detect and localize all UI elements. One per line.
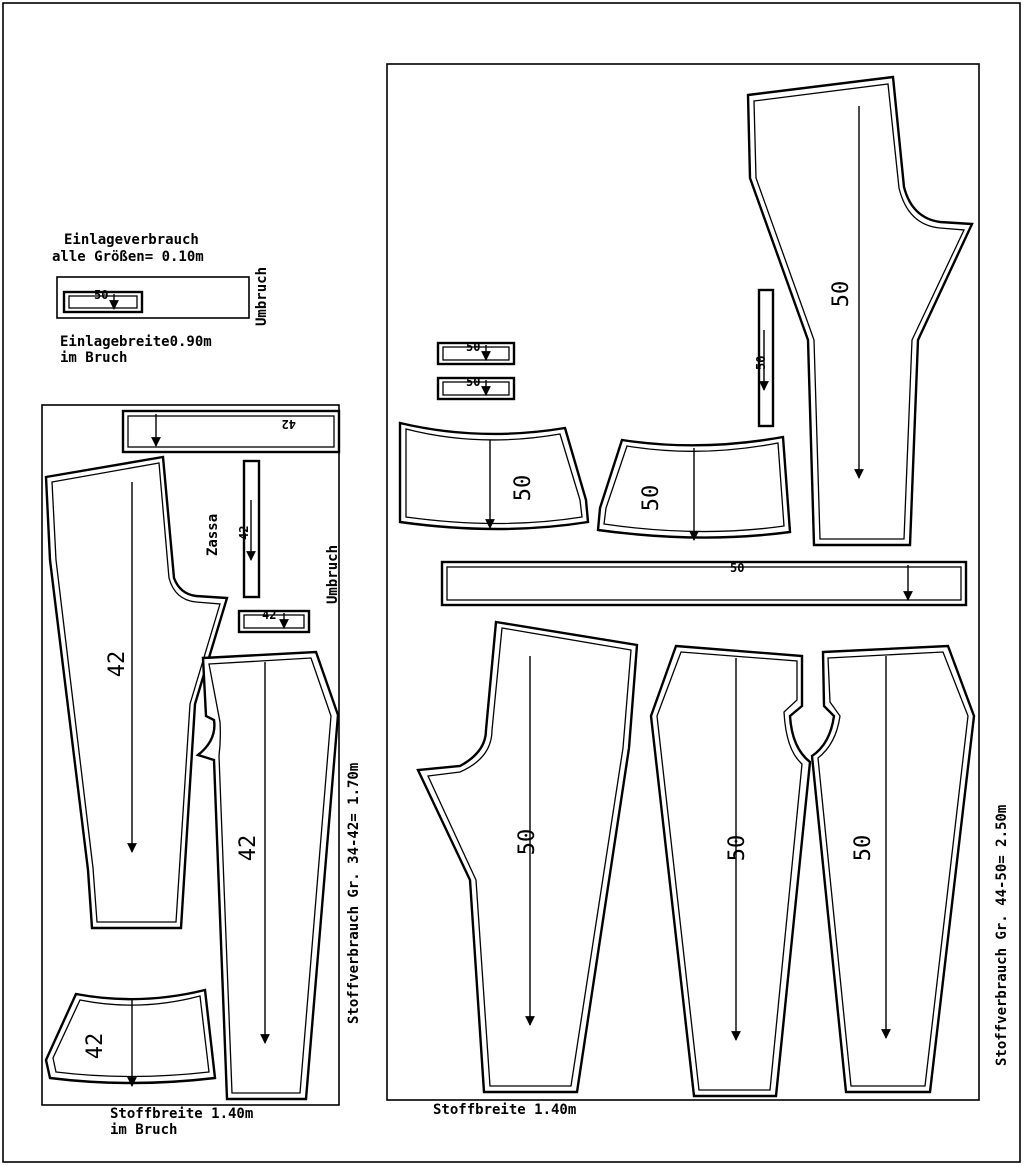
large-fabric-width: Stoffbreite 1.40m [433, 1102, 577, 1118]
front-leg-size-42: 42 [105, 650, 130, 678]
waistband-size-42: 42 [281, 417, 296, 431]
yoke-size-50-b: 50 [639, 484, 664, 512]
front-leg-bottom-50 [418, 622, 637, 1092]
yoke-size-50-a: 50 [511, 474, 536, 502]
small-consumption: Stoffverbrauch Gr. 34-42= 1.70m [346, 762, 362, 1024]
strip-size-42: 42 [237, 525, 251, 540]
front-leg-bottom-size-50: 50 [515, 828, 540, 856]
front-leg-piece-42 [46, 457, 227, 928]
waistband-size-50: 50 [730, 561, 745, 575]
back-leg-b-size-50: 50 [851, 834, 876, 862]
interfacing-section [52, 232, 270, 366]
interfacing-title: Einlageverbrauch [64, 232, 199, 248]
front-leg-top-size-50: 50 [829, 280, 854, 308]
pocket-size-50-b: 50 [466, 375, 481, 389]
pocket-size-50-a: 50 [466, 340, 481, 354]
back-leg-size-42: 42 [236, 834, 261, 862]
back-leg-a-size-50: 50 [725, 834, 750, 862]
strip-size-50: 50 [754, 355, 768, 370]
waistband-piece-50 [442, 562, 966, 605]
pattern-name-label: Zassa [205, 513, 221, 556]
pocket-size-42: 42 [262, 608, 277, 622]
large-consumption: Stoffverbrauch Gr. 44-50= 2.50m [994, 804, 1010, 1066]
interfacing-fold-label: Umbruch [254, 266, 270, 326]
small-fabric-width: Stoffbreite 1.40m [110, 1106, 254, 1122]
yoke-piece-42 [46, 990, 215, 1083]
interfacing-piece-size: 50 [94, 288, 109, 302]
layout-small [42, 405, 362, 1138]
interfacing-width-note: im Bruch [60, 350, 128, 366]
interfacing-amount: alle Größen= 0.10m [52, 249, 204, 265]
yoke-size-42: 42 [83, 1032, 108, 1060]
layout-large [387, 64, 1010, 1118]
small-fold-label: Umbruch [325, 544, 341, 604]
small-fabric-note: im Bruch [110, 1122, 178, 1138]
yoke-piece-50-a [400, 423, 588, 529]
interfacing-width: Einlagebreite0.90m [60, 334, 212, 350]
